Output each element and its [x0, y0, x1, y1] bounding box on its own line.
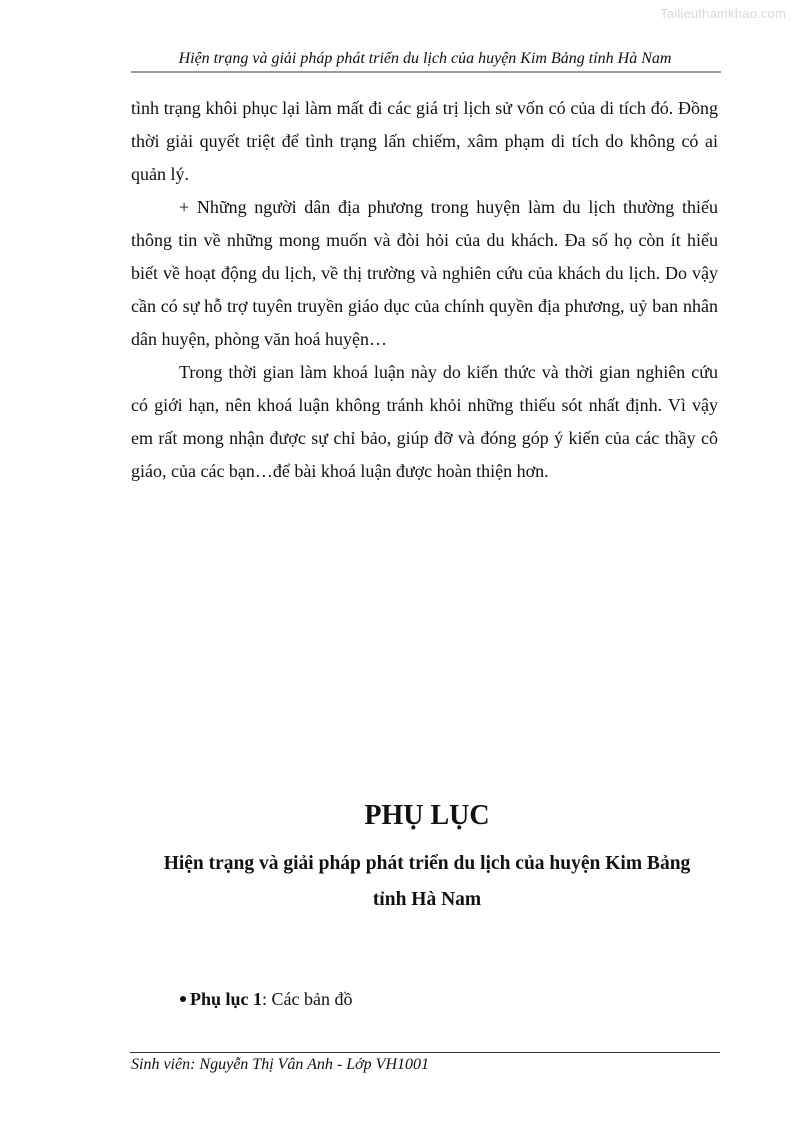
appendix-title: PHỤ LỤC	[364, 800, 490, 831]
appendix-item-text: Các bản đồ	[271, 989, 353, 1009]
watermark: Tailieuthamkhao.com	[660, 6, 786, 21]
appendix-list-item	[180, 987, 353, 1011]
footer-divider	[130, 1052, 720, 1053]
appendix-subtitle-line-2: tỉnh Hà Nam	[372, 889, 482, 910]
header-divider	[131, 71, 721, 73]
appendix-item-label: Phụ lục 1	[190, 989, 263, 1009]
footer-text: Sinh viên: Nguyễn Thị Vân Anh - Lớp VH1001	[131, 1056, 429, 1073]
body-text	[131, 92, 718, 488]
running-header: Hiện trạng và giải pháp phát triển du lịch của huyện Kim Bảng tỉnh Hà Nam	[178, 50, 672, 67]
appendix-subtitle-line-1: Hiện trạng và giải pháp phát triển du lịch của huyện Kim Bảng	[163, 853, 691, 874]
bullet-icon	[180, 996, 186, 1002]
paragraph-acknowledgement: Trong thời gian làm khoá luận này do kiến thức và thời gian nghiên cứu có giới hạn, nên khoá luận không tránh khỏi những thiếu sót nhất định. Vì vậy em rất mong nhận được sự chỉ bảo, giúp đỡ và đóng góp ý kiến của các thầy cô giáo, của các bạn…để bài khoá luận được hoàn thiện hơn.	[131, 362, 718, 481]
paragraph-local-residents: + Những người dân địa phương trong huyện làm du lịch thường thiếu thông tin về những mong muốn và đòi hỏi của du khách. Đa số họ còn ít hiểu biết về hoạt động du lịch, về thị trường và nghiên cứu của khách du lịch. Do vậy cần có sự hỗ trợ tuyên truyền giáo dục của chính quyền địa phương, uỷ ban nhân dân huyện, phòng văn hoá huyện…	[131, 197, 718, 349]
paragraph-continuation: tình trạng khôi phục lại làm mất đi các giá trị lịch sử vốn có của di tích đó. Đồng thời giải quyết triệt để tình trạng lấn chiếm, xâm phạm di tích do không có ai quản lý.	[131, 98, 718, 184]
appendix-subtitle	[130, 846, 724, 918]
appendix-item-separator: :	[262, 989, 272, 1009]
